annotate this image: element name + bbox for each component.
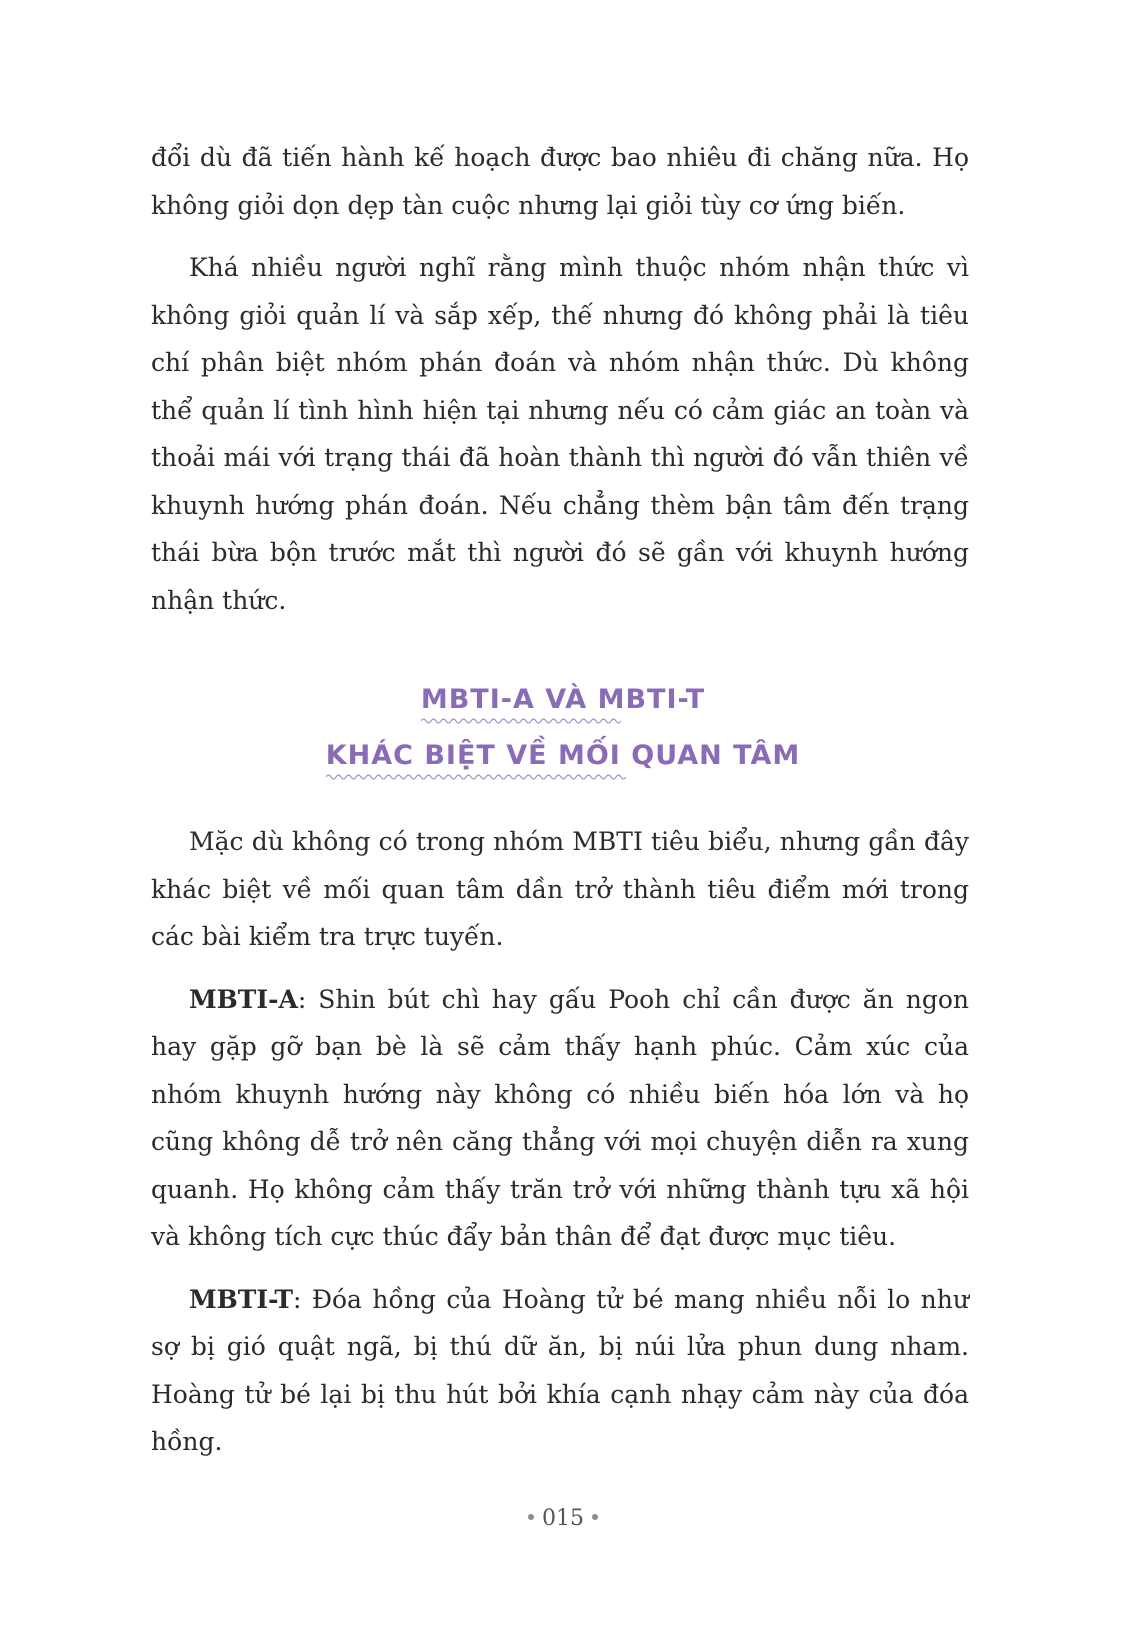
bullet-dot-icon — [592, 1514, 598, 1520]
mbti-t-text: : Đóa hồng của Hoàng tử bé mang nhiều nỗi lo như sợ bị gió quật ngã, bị thú dữ ăn, bị núi lửa phun dung nham. Hoàng tử bé lại bị thu hút bởi khía cạnh nhạy cảm này của đóa hồng. — [151, 1284, 969, 1456]
wavy-underline-icon — [326, 773, 626, 781]
mbti-t-label: MBTI-T — [189, 1284, 293, 1314]
paragraph-mbti-a — [151, 976, 969, 1261]
heading-line-1-text: MBTI-A VÀ MBTI-T — [420, 684, 706, 715]
paragraph-continuation: đổi dù đã tiến hành kế hoạch được bao nhiêu đi chăng nữa. Họ không giỏi dọn dẹp tàn cuộc nhưng lại giỏi tùy cơ ứng biến. — [151, 143, 969, 220]
wavy-underline-icon — [421, 717, 621, 725]
paragraph-intro: Mặc dù không có trong nhóm MBTI tiêu biểu, nhưng gần đây khác biệt về mối quan tâm dần trở thành tiêu điểm mới trong các bài kiểm tra trực tuyến. — [151, 827, 969, 951]
mbti-a-text: : Shin bút chì hay gấu Pooh chỉ cần được ăn ngon hay gặp gỡ bạn bè là sẽ cảm thấy hạnh phúc. Cảm xúc của nhóm khuynh hướng này không có nhiều biến hóa lớn và họ cũng không dễ trở nên căng thẳng với mọi chuyện diễn ra xung quanh. Họ không cảm thấy trăn trở với những thành tựu xã hội và không tích cực thúc đẩy bản thân để đạt được mục tiêu. — [151, 984, 969, 1251]
heading-line-2-text: KHÁC BIỆT VỀ MỐI QUAN TÂM — [325, 740, 801, 771]
heading-line-1 — [421, 684, 705, 721]
section-heading — [0, 684, 1126, 796]
bullet-dot-icon — [528, 1514, 534, 1520]
heading-line-2 — [326, 740, 801, 777]
page-number: 015 — [542, 1506, 584, 1531]
mbti-a-label: MBTI-A — [189, 984, 298, 1014]
paragraph-judging-vs-perceiving: Khá nhiều người nghĩ rằng mình thuộc nhóm nhận thức vì không giỏi quản lí và sắp xếp, thế nhưng đó không phải là tiêu chí phân biệt nhóm phán đoán và nhóm nhận thức. Dù không thể quản lí tình hình hiện tại nhưng nếu có cảm giác an toàn và thoải mái với trạng thái đã hoàn thành thì người đó vẫn thiên về khuynh hướng phán đoán. Nếu chẳng thèm bận tâm đến trạng thái bừa bộn trước mắt thì người đó sẽ gần với khuynh hướng nhận thức. — [151, 253, 969, 615]
paragraph-mbti-t — [151, 1276, 969, 1466]
page-footer — [0, 1506, 1126, 1531]
bottom-text-block — [151, 818, 969, 1466]
top-text-block — [151, 134, 969, 624]
